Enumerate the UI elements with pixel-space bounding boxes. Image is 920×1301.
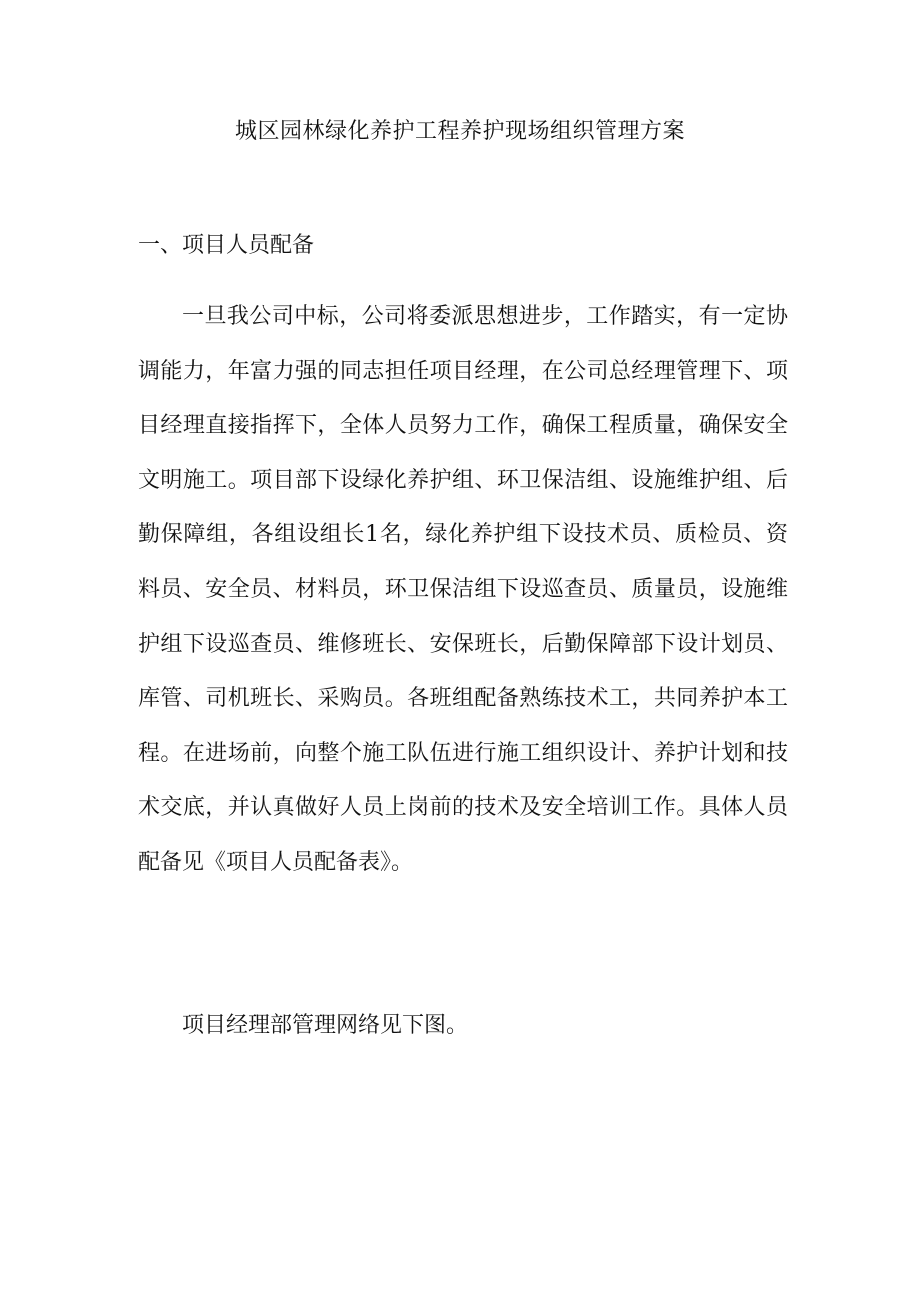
body-paragraph: 一旦我公司中标，公司将委派思想进步，工作踏实，有一定协调能力，年富力强的同志担任项目经理，在公司总经理管理下、项目经理直接指挥下，全体人员努力工作，确保工程质量，确保安全文明施工。项目部下设绿化养护组、环卫保洁组、设施维护组、后勤保障组，各组设组长1名，绿化养护组下设技术员、质检员、资料员、安全员、材料员，环卫保洁组下设巡查员、质量员，设施维护组下设巡查员、维修班长、安保班长，后勤保障部下设计划员、库管、司机班长、采购员。各班组配备熟练技术工，共同养护本工程。在进场前，向整个施工队伍进行施工组织设计、养护计划和技术交底，并认真做好人员上岗前的技术及安全培训工作。具体人员配备见《项目人员配备表》。 xyxy=(138,304,788,875)
closing-paragraph: 项目经理部管理网络见下图。 xyxy=(182,1013,469,1038)
section-heading: 一、项目人员配备 xyxy=(138,233,315,258)
document-title: 城区园林绿化养护工程养护现场组织管理方案 xyxy=(234,119,685,144)
